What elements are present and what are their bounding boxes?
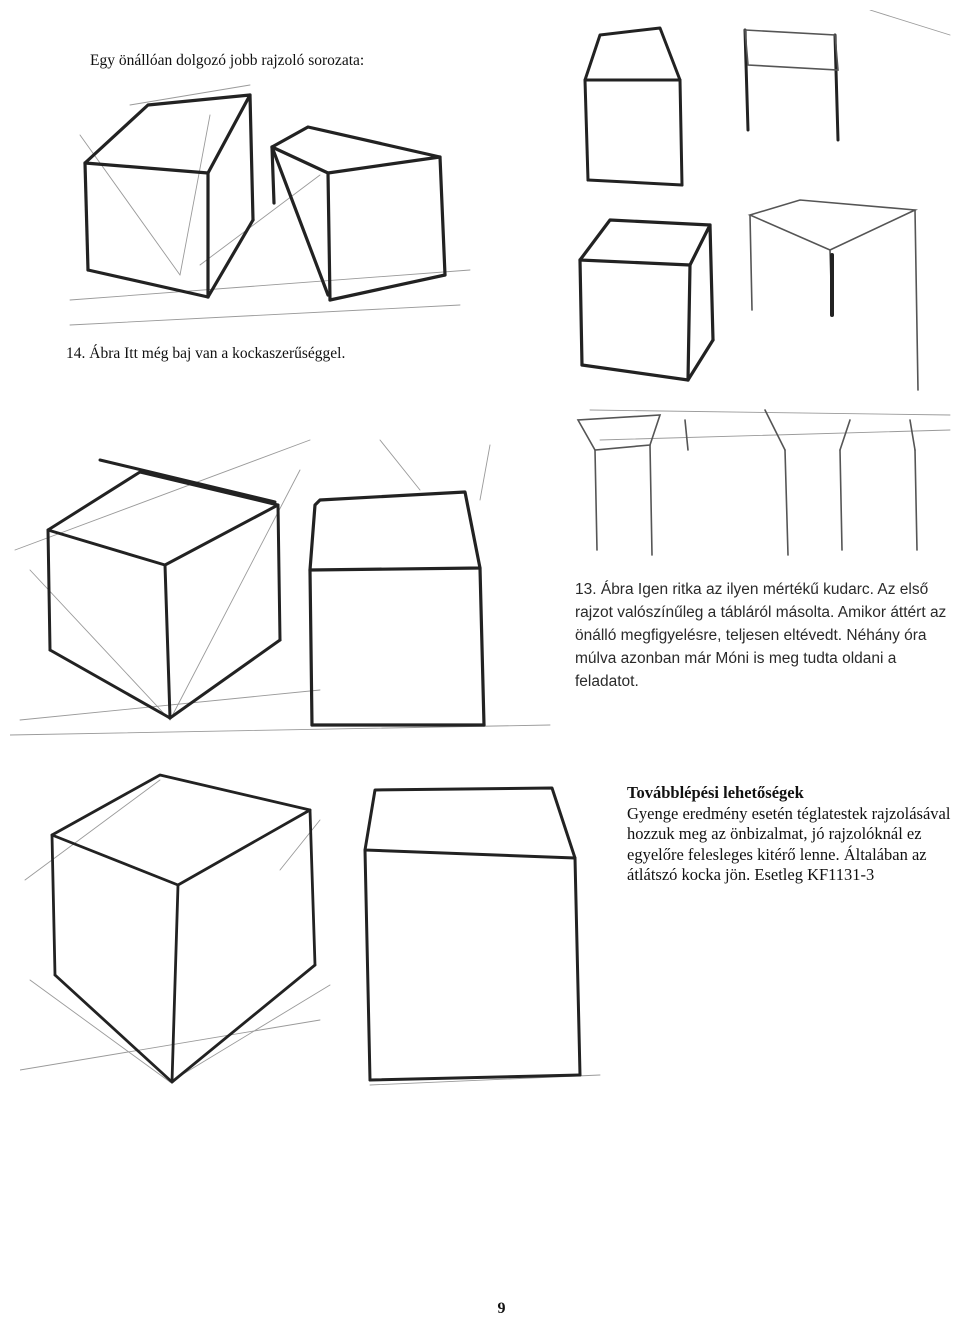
figure14-caption: 14. Ábra Itt még baj van a kockaszerűséggel. <box>66 345 346 362</box>
sketch-cubes-bottom <box>20 770 610 1090</box>
sketch-cubes-figure14 <box>60 75 480 335</box>
next-steps-title: Továbblépési lehetőségek <box>627 783 804 802</box>
page-number: 9 <box>497 1300 506 1317</box>
figure13-caption: 13. Ábra Igen ritka az ilyen mértékű kudarc. Az első rajzot valószínűleg a tábláról másolta. Amikor áttért az önálló megfigyelésre, teljesen eltévedt. Néhány óra múlva azonban már Móni is meg tudta oldani a feladatot. <box>575 581 947 690</box>
next-steps-body: Gyenge eredmény esetén téglatestek rajzolásával hozzuk meg az önbizalmat, jó rajzolóknál ez egyelőre felesleges kitérő lenne. Általában az átlátszó kocka jön. Esetleg KF1131-3 <box>627 803 951 884</box>
sketch-cubes-figure13-column <box>570 10 960 570</box>
next-steps <box>627 783 957 886</box>
sketch-cubes-middle <box>10 430 555 740</box>
intro-text: Egy önállóan dolgozó jobb rajzoló sorozata: <box>90 52 365 69</box>
